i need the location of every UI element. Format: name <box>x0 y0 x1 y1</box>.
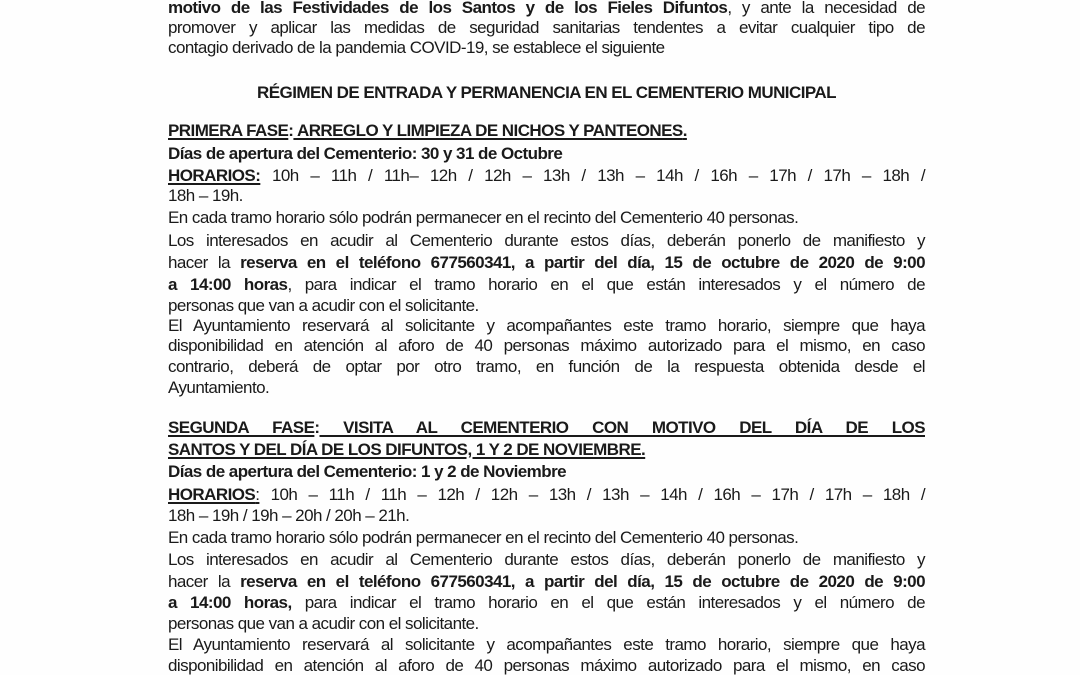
phase2-schedule-label: HORARIOS <box>168 485 256 504</box>
phase2-reserve-line-2: disponibilidad en atención al aforo de 40 personas máximo autorizado para el mismo, en caso <box>168 656 925 675</box>
phase1-reserve-line-2: disponibilidad en atención al aforo de 40 personas máximo autorizado para el mismo, en caso <box>168 336 925 355</box>
phase2-booking-line-4: personas que van a acudir con el solicitante. <box>168 614 479 633</box>
phase1-title: ARREGLO Y LIMPIEZA DE NICHOS Y PANTEONES <box>293 121 683 140</box>
phase2-reserve-line-1: El Ayuntamiento reservará al solicitante y acompañantes este tramo horario, siempre que haya <box>168 635 925 654</box>
phase1-reserve-line-4: Ayuntamiento. <box>168 378 270 397</box>
phase2-heading-line-1: SEGUNDA FASE: VISITA AL CEMENTERIO CON MOTIVO DEL DÍA DE LOS <box>168 418 925 437</box>
phase1-schedule-times: 10h – 11h / 11h– 12h / 12h – 13h / 13h – 14h / 16h – 17h / 17h – 18h / <box>260 166 925 185</box>
phase2-booking-line-1: Los interesados en acudir al Cementerio durante estos días, deberán ponerlo de manifiesto y <box>168 550 925 569</box>
phase2-schedule-times: 10h – 11h / 11h – 12h / 12h – 13h / 13h – 14h / 16h – 17h / 17h – 18h / <box>259 485 925 504</box>
phase2-booking-line-3: a 14:00 horas, para indicar el tramo horario en el que están interesados y el número de <box>168 593 925 612</box>
phase1-days: Días de apertura del Cementerio: 30 y 31 de Octubre <box>168 144 563 163</box>
phase1-booking-line-4: personas que van a acudir con el solicitante. <box>168 296 479 315</box>
phase1-reserve-line-1: El Ayuntamiento reservará al solicitante y acompañantes este tramo horario, siempre que haya <box>168 316 925 335</box>
intro-festivities-bold: motivo de las Festividades de los Santos y de los Fieles Difuntos <box>168 0 728 17</box>
phase2-capacity: En cada tramo horario sólo podrán permanecer en el recinto del Cementerio 40 personas. <box>168 528 799 547</box>
phase1-schedule-line-2: 18h – 19h. <box>168 186 243 205</box>
phase2-label: SEGUNDA FASE <box>168 418 315 437</box>
phase1-capacity: En cada tramo horario sólo podrán permanecer en el recinto del Cementerio 40 personas. <box>168 208 799 227</box>
phase2-heading-line-2: SANTOS Y DEL DÍA DE LOS DIFUNTOS, 1 Y 2 DE NOVIEMBRE. <box>168 440 646 459</box>
intro-text: , y ante la necesidad de <box>727 0 926 17</box>
document-title: RÉGIMEN DE ENTRADA Y PERMANENCIA EN EL CEMENTERIO MUNICIPAL <box>257 83 836 102</box>
phase2-title: VISITA AL CEMENTERIO CON MOTIVO DEL DÍA DE LOS <box>319 418 925 437</box>
phase1-reservation-phone: reserva en el teléfono 677560341, a partir del día, 15 de octubre de 2020 de 9:00 <box>240 253 925 272</box>
phase2-schedule-line-1: HORARIOS: 10h – 11h / 11h – 12h / 12h – 13h / 13h – 14h / 16h – 17h / 17h – 18h / <box>168 485 925 504</box>
phase1-booking-line-3: a 14:00 horas, para indicar el tramo horario en el que están interesados y el número de <box>168 275 925 294</box>
phase1-schedule-label: HORARIOS: <box>168 166 261 185</box>
phase2-schedule-line-2: 18h – 19h / 19h – 20h / 20h – 21h. <box>168 506 410 525</box>
phase1-label: PRIMERA FASE <box>168 121 289 140</box>
phase1-schedule-line-1 <box>168 165 925 187</box>
phase2-days: Días de apertura del Cementerio: 1 y 2 de Noviembre <box>168 462 567 481</box>
phase1-heading: PRIMERA FASE: ARREGLO Y LIMPIEZA DE NICHOS Y PANTEONES. <box>168 121 687 140</box>
phase2-booking-line-2: hacer la reserva en el teléfono 677560341, a partir del día, 15 de octubre de 2020 de 9:00 <box>168 572 925 591</box>
phase1-booking-line-1: Los interesados en acudir al Cementerio durante estos días, deberán ponerlo de manifiesto y <box>168 231 925 250</box>
phase2-reservation-phone: reserva en el teléfono 677560341, a partir del día, 15 de octubre de 2020 de 9:00 <box>240 572 925 591</box>
phase1-reserve-line-3: contrario, deberá de optar por otro tramo, en función de la respuesta obtenida desde el <box>168 357 925 376</box>
intro-line-2: promover y aplicar las medidas de seguridad sanitarias tendentes a evitar cualquier tipo de <box>168 18 925 37</box>
intro-line-3: contagio derivado de la pandemia COVID-19, se establece el siguiente <box>168 38 665 57</box>
phase1-booking-line-2: hacer la reserva en el teléfono 677560341, a partir del día, 15 de octubre de 2020 de 9:00 <box>168 253 925 272</box>
